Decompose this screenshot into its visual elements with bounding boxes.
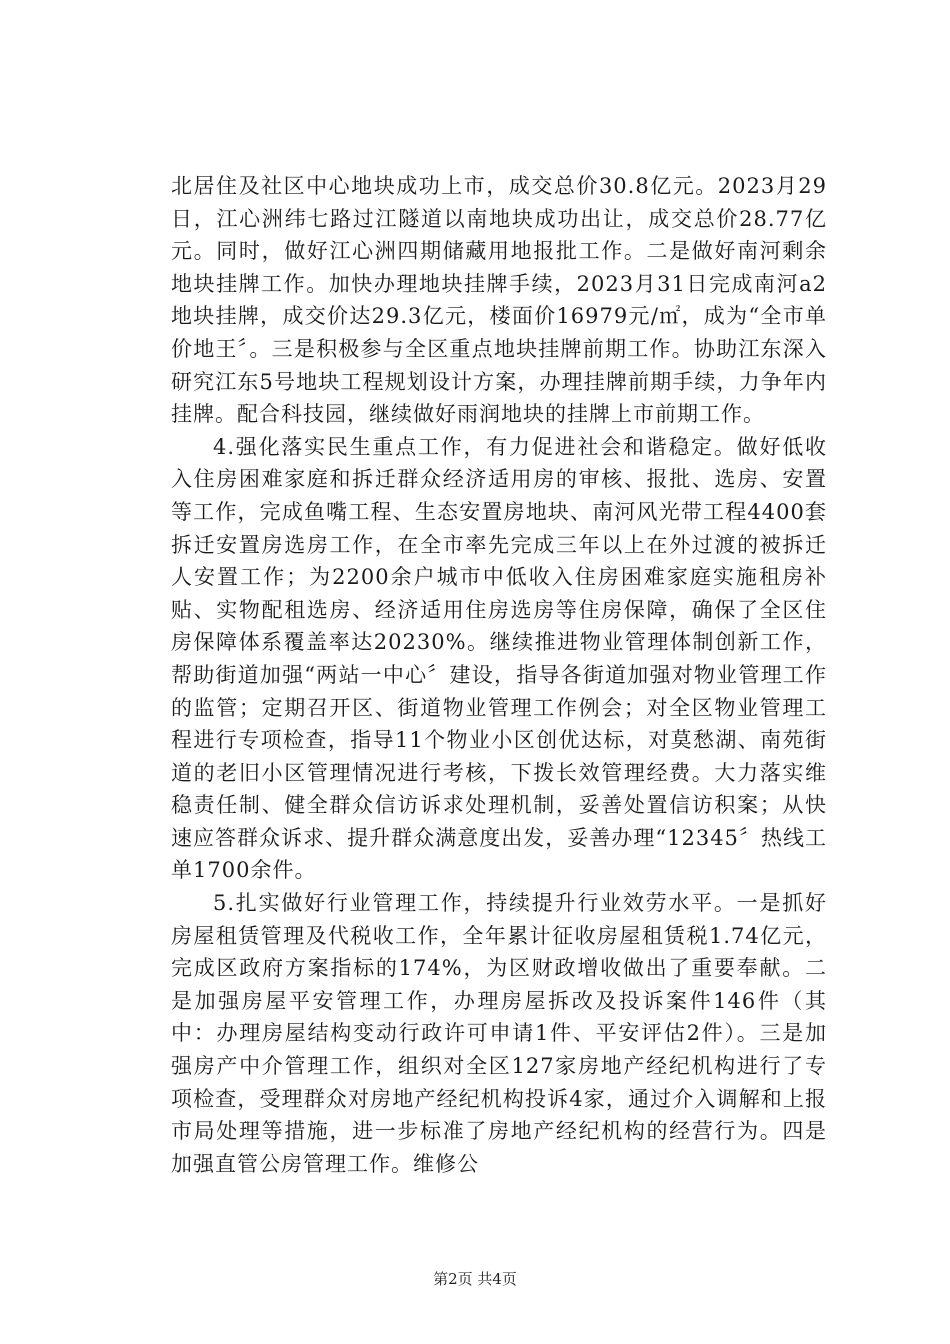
document-body [171,170,827,1180]
paragraph-land-listing: 北居住及社区中心地块成功上市，成交总价30.8亿元。2023月29日，江心洲纬七路过江隧道以南地块成功出让，成交总价28.77亿元。同时，做好江心洲四期储藏用地报批工作。二是做好南河剩余地块挂牌工作。加快办理地块挂牌手续，2023月31日完成南河a2地块挂牌，成交价达29.3亿元，楼面价16979元/㎡，成为“全市单价地王〞。三是积极参与全区重点地块挂牌前期工作。协助江东深入研究江东5号地块工程规划设计方案，办理挂牌前期手续，力争年内挂牌。配合科技园，继续做好雨润地块的挂牌上市前期工作。 [171,174,827,427]
paragraph-livelihood-work: 4.强化落实民生重点工作，有力促进社会和谐稳定。做好低收入住房困难家庭和拆迁群众经济适用房的审核、报批、选房、安置等工作，完成鱼嘴工程、生态安置房地块、南河风光带工程4400套拆迁安置房选房工作，在全市率先完成三年以上在外过渡的被拆迁人安置工作；为2200余户城市中低收入住房困难家庭实施租房补贴、实物配租选房、经济适用住房选房等住房保障，确保了全区住房保障体系覆盖率达20230%。继续推进物业管理体制创新工作，帮助街道加强“两站一中心〞建设，指导各街道加强对物业管理工作的监管；定期召开区、街道物业管理工作例会；对全区物业管理工程进行专项检查，指导11个物业小区创优达标，对莫愁湖、南苑街道的老旧小区管理情况进行考核，下拨长效管理经费。大力落实维稳责任制、健全群众信访诉求处理机制，妥善处置信访积案；从快速应答群众诉求、提升群众满意度出发，妥善办理“12345〞热线工单1700余件。 [171,434,827,883]
paragraph-industry-management: 5.扎实做好行业管理工作，持续提升行业效劳水平。一是抓好房屋租赁管理及代税收工作，全年累计征收房屋租赁税1.74亿元，完成区政府方案指标的174%，为区财政增收做出了重要奉献。二是加强房屋平安管理工作，办理房屋拆改及投诉案件146件（其中：办理房屋结构变动行政许可申请1件、平安评估2件）。三是加强房产中介管理工作，组织对全区127家房地产经纪机构进行了专项检查，受理群众对房地产经纪机构投诉4家，通过介入调解和上报市局处理等措施，进一步标准了房地产经纪机构的经营行为。四是加强直管公房管理工作。维修公 [171,891,827,1176]
page-footer: 第2页 共4页 [433,1270,517,1288]
